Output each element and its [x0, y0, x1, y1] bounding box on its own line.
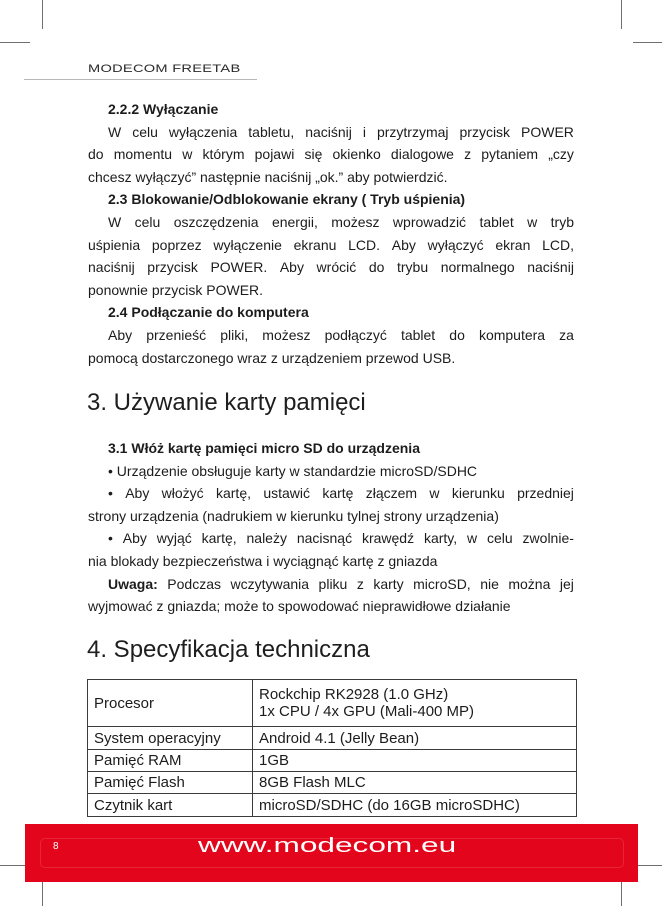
- word: W: [108, 123, 122, 140]
- crop-mark-top-left-vertical: [42, 0, 43, 29]
- word: celu: [134, 213, 161, 230]
- footer-url: www.modecom.eu: [198, 835, 457, 857]
- word: pytaniem: [481, 146, 539, 163]
- word: POWER.: [210, 259, 268, 276]
- word: w: [527, 213, 538, 230]
- spec-value: 8GB Flash MLC: [253, 772, 577, 794]
- spec-value-line: Rockchip RK2928 (1.0 GHz): [259, 686, 449, 703]
- word: pliku: [318, 575, 348, 592]
- word: wyjąć: [156, 530, 192, 547]
- spec-value: 1GB: [253, 750, 577, 772]
- paragraph-line: [88, 211, 574, 234]
- paragraph-line: [88, 256, 574, 279]
- word: LCD.: [348, 236, 381, 253]
- word: ustawić: [263, 485, 310, 502]
- note-line: [88, 573, 574, 596]
- word: można: [508, 575, 551, 592]
- word: kartę,: [215, 485, 251, 502]
- spec-label: Pamięć Flash: [88, 772, 253, 794]
- word: wyłączenia: [168, 123, 238, 140]
- word: Uwaga:: [108, 575, 158, 592]
- word: Aby: [108, 326, 133, 343]
- word: w: [182, 146, 193, 163]
- word: przenieść: [146, 326, 207, 343]
- paragraph-line: ponownie przycisk POWER.: [88, 281, 264, 298]
- word: zwolnie-: [522, 530, 574, 547]
- section-3-title: 3. Używanie karty pamięci: [87, 389, 366, 416]
- spec-table: [87, 679, 577, 817]
- page-number: 8: [53, 841, 59, 852]
- word: nie: [480, 575, 499, 592]
- word: Aby: [122, 530, 147, 547]
- word: tryb: [550, 213, 574, 230]
- word: się: [304, 146, 323, 163]
- subheading-3-1: 3.1 Włóż kartę pamięci micro SD do urządzenia: [108, 440, 420, 456]
- word: kierunku: [451, 485, 505, 502]
- word: tabletu,: [248, 123, 295, 140]
- paragraph-line: chcesz wyłączyć” następnie naciśnij „ok.” aby potwierdzić.: [88, 168, 448, 185]
- word: w: [429, 485, 440, 502]
- word: normalnego: [440, 259, 515, 276]
- running-header-title: MODECOM FREETAB: [88, 63, 241, 75]
- word: trybu: [396, 259, 429, 276]
- spec-value: Android 4.1 (Jelly Bean): [253, 727, 577, 750]
- word: wprowadzić: [392, 213, 467, 230]
- word: pliki,: [220, 326, 249, 343]
- word: podłączyć: [324, 326, 387, 343]
- footer-band: [25, 824, 638, 882]
- word: którym: [202, 146, 245, 163]
- word: pojawi: [254, 146, 295, 163]
- table-row: [88, 727, 577, 750]
- word: do: [368, 259, 385, 276]
- bullet-line: nia blokady bezpieczeństwa i wyciągnąć kartę z gniazda: [88, 552, 438, 569]
- word: naciśnij: [527, 259, 574, 276]
- word: ekran: [495, 236, 531, 253]
- header-divider: [24, 79, 257, 80]
- word: oszczędzenia: [173, 213, 259, 230]
- word: naciśnij: [305, 123, 352, 140]
- table-row: [88, 750, 577, 772]
- word: z: [356, 575, 364, 592]
- bullet-line: [88, 482, 574, 505]
- word: komputera: [478, 326, 546, 343]
- word: Aby: [391, 236, 416, 253]
- word: celu: [132, 123, 158, 140]
- word: wrócić: [316, 259, 357, 276]
- word: dialogowe: [390, 146, 454, 163]
- word: Aby: [279, 259, 304, 276]
- table-row: [88, 794, 577, 817]
- crop-mark-top-left-horizontal: [0, 42, 30, 43]
- section-3-content: [88, 437, 574, 618]
- table-row: [88, 772, 577, 794]
- word: możesz: [262, 326, 311, 343]
- word: W: [108, 213, 122, 230]
- word: LCD,: [542, 236, 574, 253]
- subheading-2-4: 2.4 Podłączanie do komputera: [108, 304, 309, 321]
- spec-label: Procesor: [88, 680, 253, 727]
- word: Podczas: [167, 575, 221, 592]
- word: uśpienia: [88, 236, 141, 253]
- word: włożyć: [161, 485, 204, 502]
- word: krawędź: [361, 530, 415, 547]
- spec-label: Czytnik kart: [88, 794, 253, 817]
- crop-mark-top-right-vertical: [621, 0, 622, 29]
- bullet-line: • Urządzenie obsługuje karty w standardzie microSD/SDHC: [108, 462, 478, 479]
- word: „czy: [548, 146, 574, 163]
- paragraph-line: [88, 234, 574, 257]
- word: •: [108, 485, 113, 502]
- word: przedniej: [517, 485, 574, 502]
- spec-label: System operacyjny: [88, 727, 253, 750]
- paragraph-line: [88, 121, 574, 144]
- word: nacisnąć: [296, 530, 353, 547]
- word: należy: [246, 530, 287, 547]
- spec-value: microSD/SDHC (do 16GB microSDHC): [253, 794, 577, 817]
- subheading-2-3: 2.3 Blokowanie/Odblokowanie ekrany ( Tryb uśpienia): [108, 191, 466, 208]
- word: karty,: [423, 530, 458, 547]
- word: kartę: [322, 485, 354, 502]
- word: karty: [373, 575, 404, 592]
- word: przytrzymaj: [376, 123, 449, 140]
- word: przycisk: [459, 123, 511, 140]
- word: kartę,: [201, 530, 237, 547]
- bullet-line: [88, 527, 574, 550]
- word: złączem: [365, 485, 418, 502]
- spec-value-line: 1x CPU / 4x GPU (Mali-400 MP): [259, 703, 475, 720]
- word: za: [559, 326, 574, 343]
- subheading-2-2-2: 2.2.2 Wyłączanie: [108, 101, 219, 117]
- word: wyłączyć: [427, 236, 484, 253]
- word: możesz: [331, 213, 380, 230]
- word: jej: [559, 575, 574, 592]
- word: i: [362, 123, 366, 140]
- word: poprzez: [151, 236, 202, 253]
- word: przycisk: [147, 259, 198, 276]
- word: wyłączenie: [213, 236, 282, 253]
- bullet-line: strony urządzenia (nadrukiem w kierunku tylnej strony urządzenia): [88, 507, 499, 524]
- word: •: [108, 530, 113, 547]
- word: okienko: [332, 146, 381, 163]
- note-line: wyjmować z gniazda; może to spowodować nieprawidłowe działanie: [88, 598, 511, 615]
- word: wczytywania: [230, 575, 310, 592]
- paragraph-line: [88, 324, 574, 347]
- spec-label: Pamięć RAM: [88, 750, 253, 772]
- section-2-content: [88, 98, 574, 369]
- word: tablet: [479, 213, 514, 230]
- word: do: [88, 146, 104, 163]
- word: energii,: [271, 213, 318, 230]
- table-row: [88, 680, 577, 727]
- crop-mark-top-right-horizontal: [633, 42, 662, 43]
- word: naciśnij: [88, 259, 135, 276]
- word: microSD,: [413, 575, 471, 592]
- word: do: [449, 326, 465, 343]
- word: w: [467, 530, 478, 547]
- section-4-title: 4. Specyfikacja techniczna: [87, 636, 370, 663]
- word: z: [464, 146, 472, 163]
- word: momentu: [113, 146, 173, 163]
- paragraph-line: [88, 143, 574, 166]
- word: ekranu: [293, 236, 337, 253]
- word: Aby: [125, 485, 150, 502]
- word: POWER: [521, 123, 574, 140]
- word: celu: [487, 530, 513, 547]
- paragraph-line: pomocą dostarczonego wraz z urządzeniem przewod USB.: [88, 349, 456, 366]
- word: tablet: [400, 326, 436, 343]
- spec-value: [253, 680, 577, 727]
